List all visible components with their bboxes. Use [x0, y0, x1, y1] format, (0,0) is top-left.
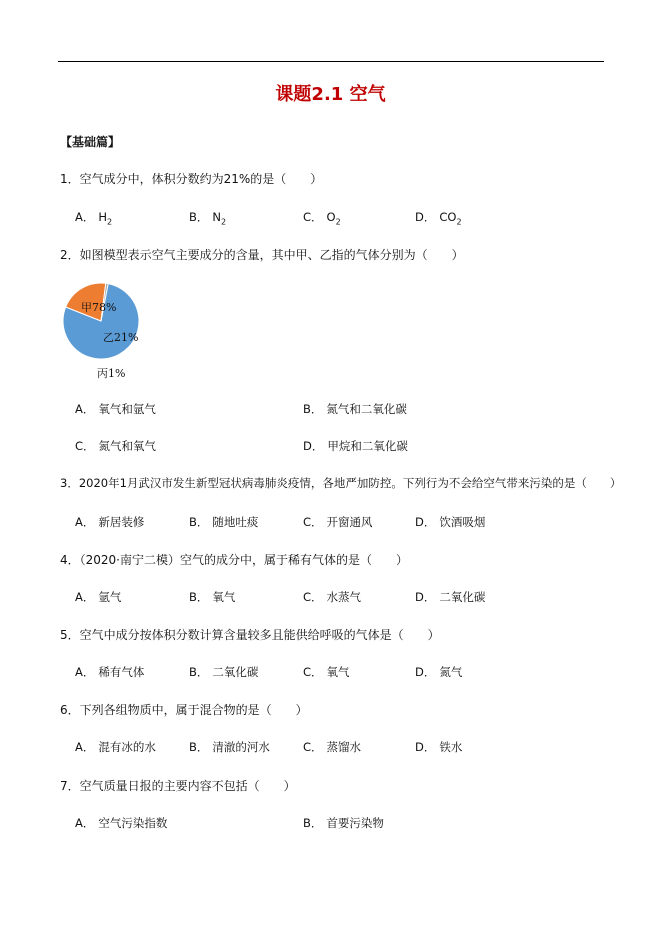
- question-6-stem: 6．下列各组物质中，属于混合物的是（ ）: [60, 703, 308, 717]
- question-1-option-b: B． $N_2$: [189, 210, 227, 227]
- question-7-stem: 7．空气质量日报的主要内容不包括（ ）: [60, 779, 296, 793]
- question-5-option-b: B． 二氧化碳: [189, 665, 259, 679]
- question-1-option-d: D． $CO_2$: [415, 210, 462, 227]
- question-7-option-a: A． 空气污染指数: [75, 816, 168, 830]
- question-5-option-c: C． 氧气: [303, 665, 350, 679]
- question-3-option-c: C． 开窗通风: [303, 515, 373, 529]
- pie-chart: [62, 281, 142, 361]
- question-3-stem: 3．2020年1月武汉市发生新型冠状病毒肺炎疫情，各地严加防控。下列行为不会给空气带来污染的是（ ）: [60, 476, 622, 490]
- pie-label-bing: 丙1%: [97, 367, 126, 380]
- question-4-option-c: C． 水蒸气: [303, 590, 362, 604]
- page-title: 课题2.1 空气: [275, 84, 386, 105]
- question-1-option-a: A． $H_2$: [75, 210, 113, 227]
- pie-label-jia: 甲78%: [81, 301, 117, 314]
- question-6-option-c: C． 蒸馏水: [303, 740, 362, 754]
- question-2-option-d: D． 甲烷和二氧化碳: [303, 439, 408, 453]
- question-6-option-a: A． 混有冰的水: [75, 740, 156, 754]
- question-5-option-d: D． 氮气: [415, 665, 463, 679]
- question-6-option-d: D． 铁水: [415, 740, 463, 754]
- question-4-stem: 4．（2020·南宁二模）空气的成分中，属于稀有气体的是（ ）: [60, 553, 408, 567]
- question-1-stem: 1．空气成分中，体积分数约为21%的是（ ）: [60, 172, 323, 186]
- question-2-option-c: C． 氮气和氧气: [75, 439, 157, 453]
- question-3-option-d: D． 饮酒吸烟: [415, 515, 486, 529]
- question-5-stem: 5．空气中成分按体积分数计算含量较多且能供给呼吸的气体是（ ）: [60, 628, 440, 642]
- question-2-option-a: A． 氧气和氩气: [75, 402, 156, 416]
- question-3-option-b: B． 随地吐痰: [189, 515, 259, 529]
- question-6-option-b: B． 清澈的河水: [189, 740, 270, 754]
- question-2-stem: 2．如图模型表示空气主要成分的含量，其中甲、乙指的气体分别为（ ）: [60, 248, 464, 262]
- question-3-option-a: A． 新居装修: [75, 515, 145, 529]
- question-1-option-c: C． $O_2$: [303, 210, 341, 227]
- section-heading: 【基础篇】: [60, 135, 121, 149]
- question-7-option-b: B． 首要污染物: [303, 816, 384, 830]
- question-2-option-b: B． 氮气和二氧化碳: [303, 402, 407, 416]
- pie-label-yi: 乙21%: [103, 331, 139, 344]
- question-4-option-a: A． 氩气: [75, 590, 122, 604]
- header-rule: [58, 61, 604, 62]
- question-5-option-a: A． 稀有气体: [75, 665, 145, 679]
- question-4-option-d: D． 二氧化碳: [415, 590, 486, 604]
- question-4-option-b: B． 氧气: [189, 590, 236, 604]
